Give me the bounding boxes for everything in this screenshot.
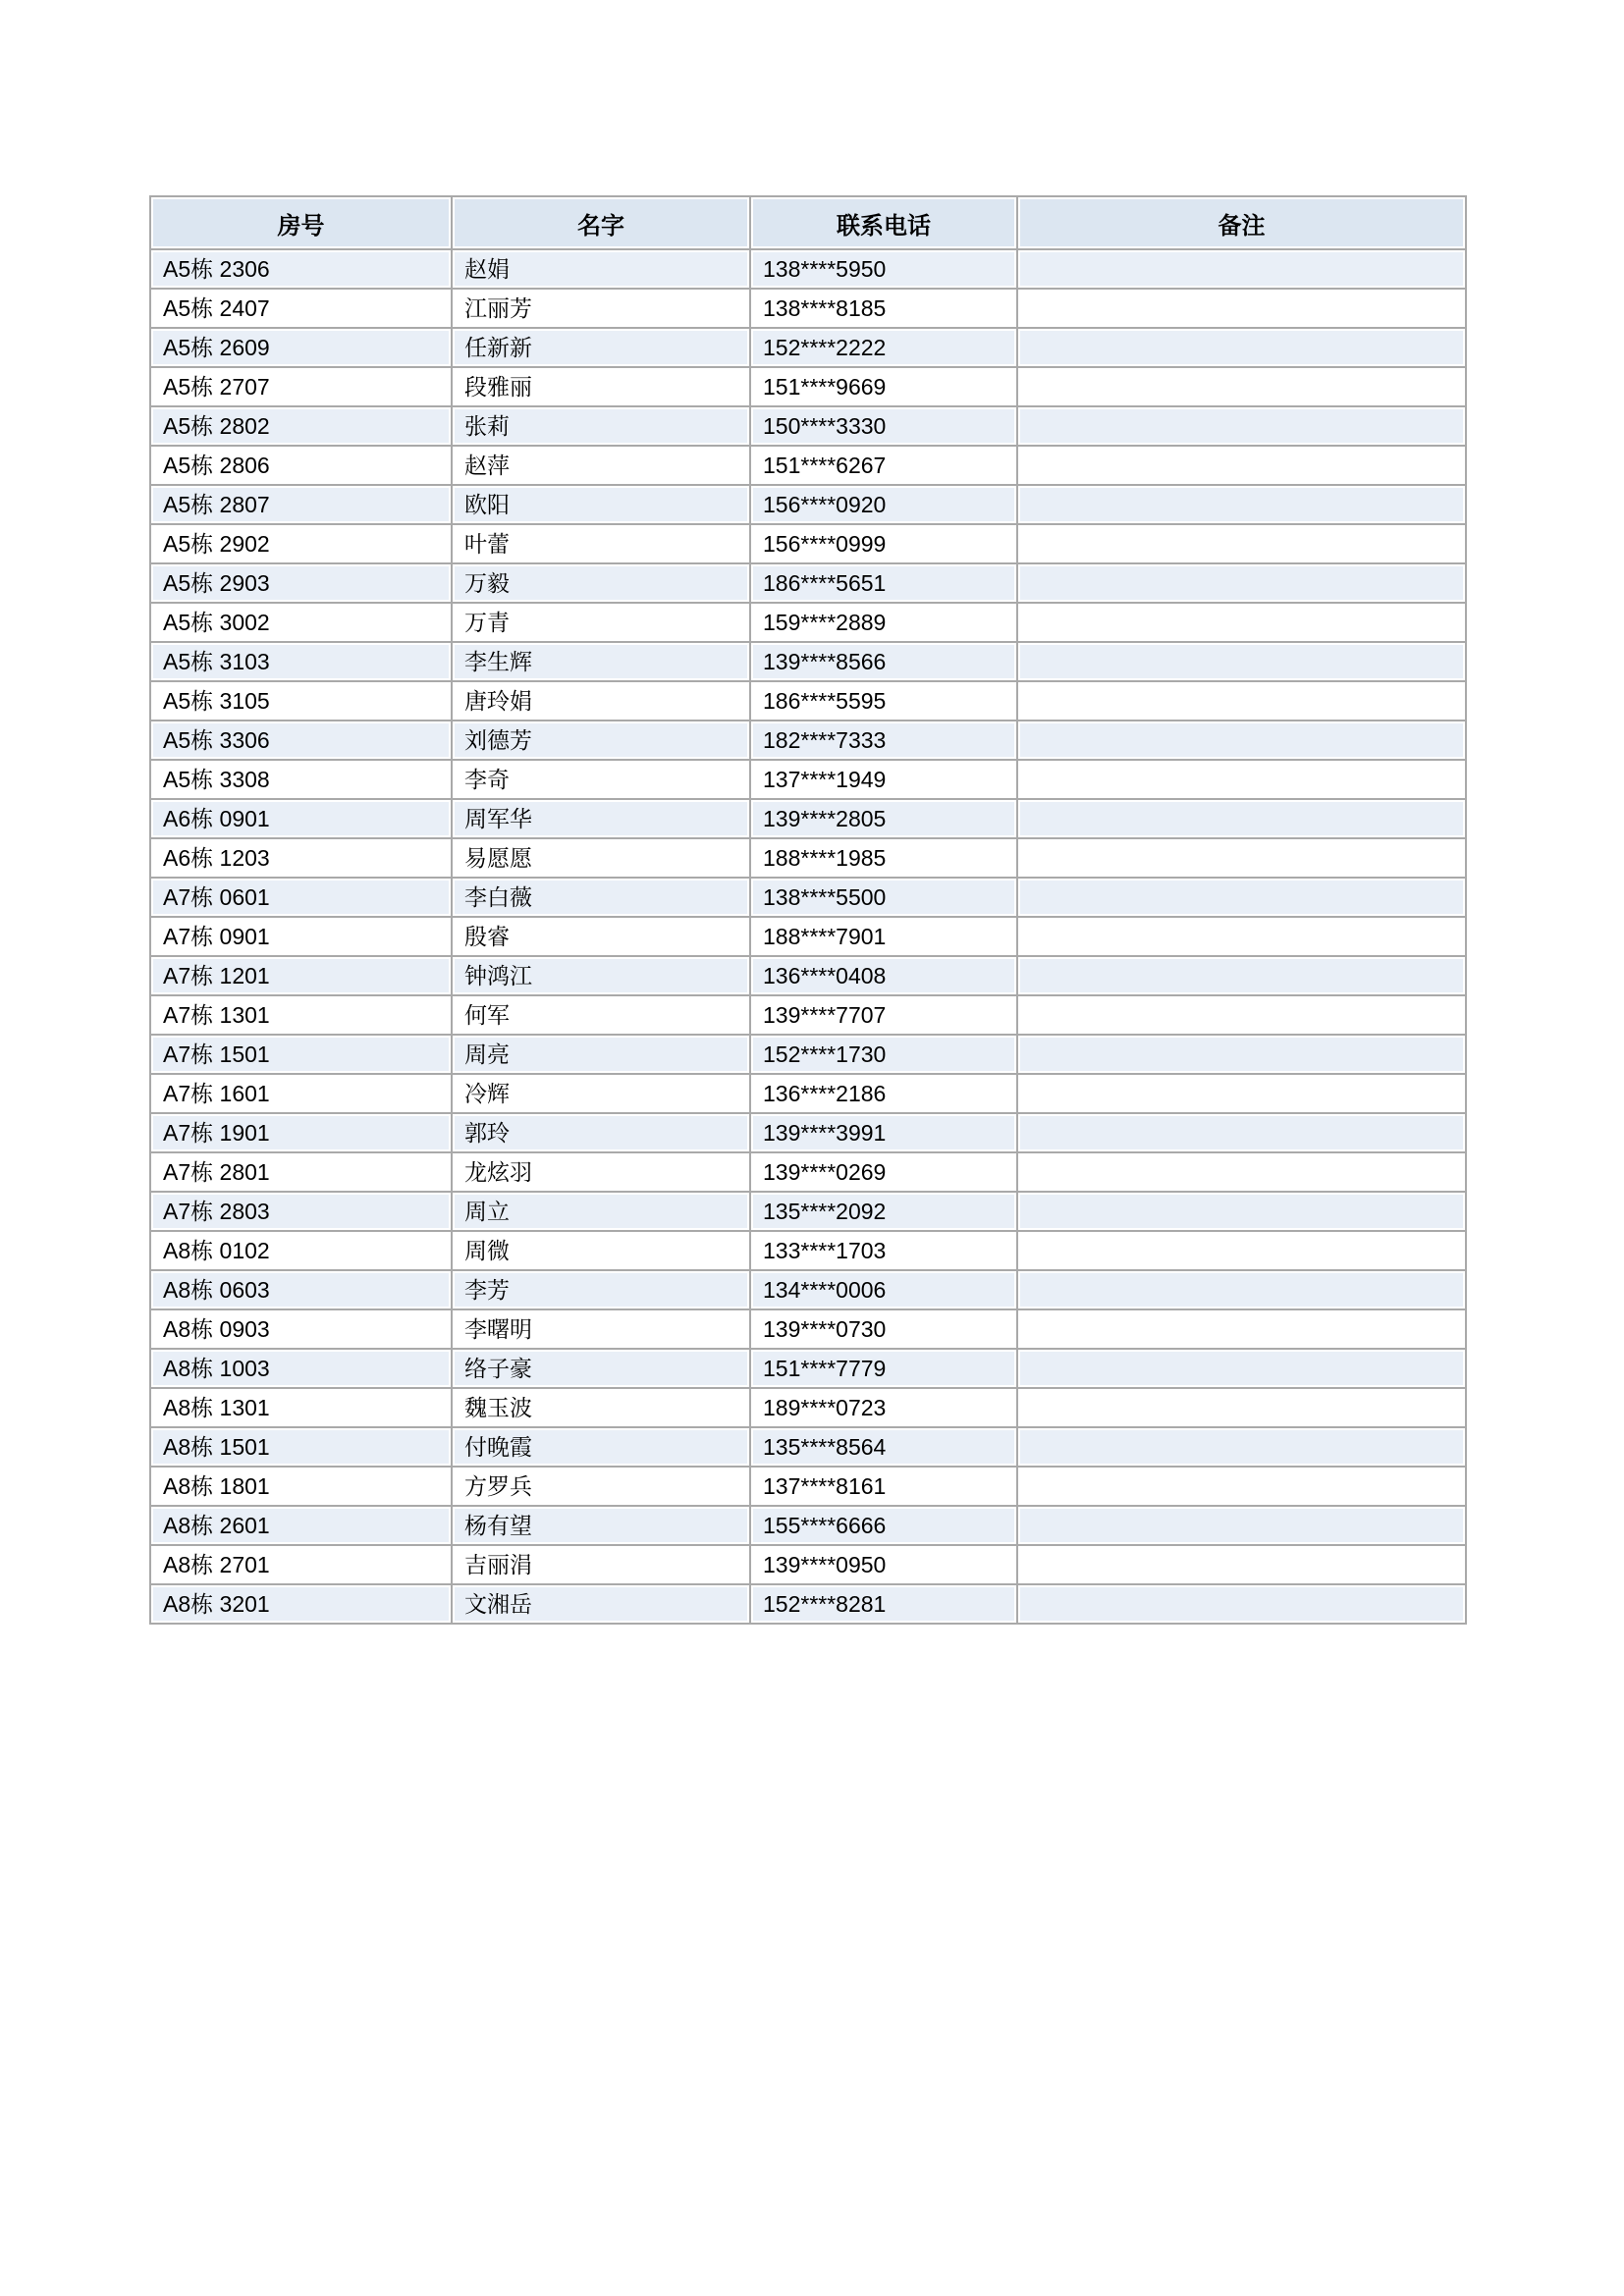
- cell-name: 杨有望: [453, 1507, 749, 1544]
- table-header: [151, 197, 1465, 248]
- cell-room: A6栋 1203: [151, 839, 451, 877]
- cell-room: A5栋 3002: [151, 604, 451, 641]
- cell-remark: [1018, 839, 1465, 877]
- cell-phone: 152****1730: [751, 1036, 1016, 1073]
- table-row: [151, 1389, 1465, 1426]
- cell-remark: [1018, 525, 1465, 562]
- cell-remark: [1018, 643, 1465, 680]
- cell-remark: [1018, 1350, 1465, 1387]
- column-header-phone: 联系电话: [751, 197, 1016, 248]
- cell-room: A5栋 2306: [151, 250, 451, 288]
- table-row: [151, 682, 1465, 720]
- cell-room: A7栋 1601: [151, 1075, 451, 1112]
- cell-phone: 138****5500: [751, 879, 1016, 916]
- cell-remark: [1018, 682, 1465, 720]
- cell-room: A8栋 1301: [151, 1389, 451, 1426]
- table-row: [151, 1546, 1465, 1583]
- cell-room: A5栋 2902: [151, 525, 451, 562]
- table-row: [151, 368, 1465, 405]
- table-row: [151, 1585, 1465, 1623]
- cell-room: A5栋 2407: [151, 290, 451, 327]
- cell-remark: [1018, 800, 1465, 837]
- cell-room: A7栋 1901: [151, 1114, 451, 1151]
- cell-name: 何军: [453, 996, 749, 1034]
- cell-remark: [1018, 486, 1465, 523]
- cell-room: A7栋 0601: [151, 879, 451, 916]
- table-row: [151, 800, 1465, 837]
- cell-remark: [1018, 1114, 1465, 1151]
- cell-room: A8栋 2601: [151, 1507, 451, 1544]
- cell-room: A8栋 0102: [151, 1232, 451, 1269]
- cell-phone: 189****0723: [751, 1389, 1016, 1426]
- cell-name: 龙炫羽: [453, 1153, 749, 1191]
- cell-phone: 134****0006: [751, 1271, 1016, 1308]
- table-row: [151, 1310, 1465, 1348]
- cell-name: 郭玲: [453, 1114, 749, 1151]
- table-row: [151, 1271, 1465, 1308]
- cell-phone: 188****1985: [751, 839, 1016, 877]
- cell-phone: 156****0999: [751, 525, 1016, 562]
- table-row: [151, 1075, 1465, 1112]
- cell-remark: [1018, 368, 1465, 405]
- cell-room: A5栋 2609: [151, 329, 451, 366]
- table-row: [151, 525, 1465, 562]
- cell-remark: [1018, 1310, 1465, 1348]
- cell-phone: 182****7333: [751, 721, 1016, 759]
- cell-remark: [1018, 407, 1465, 445]
- cell-name: 段雅丽: [453, 368, 749, 405]
- cell-remark: [1018, 918, 1465, 955]
- cell-name: 付晚霞: [453, 1428, 749, 1466]
- cell-phone: 139****0950: [751, 1546, 1016, 1583]
- cell-name: 周军华: [453, 800, 749, 837]
- cell-name: 赵萍: [453, 447, 749, 484]
- cell-room: A7栋 0901: [151, 918, 451, 955]
- cell-name: 万青: [453, 604, 749, 641]
- table-row: [151, 1114, 1465, 1151]
- cell-phone: 139****2805: [751, 800, 1016, 837]
- cell-remark: [1018, 761, 1465, 798]
- cell-room: A5栋 2802: [151, 407, 451, 445]
- cell-phone: 151****7779: [751, 1350, 1016, 1387]
- table-row: [151, 250, 1465, 288]
- cell-name: 络子豪: [453, 1350, 749, 1387]
- cell-phone: 139****3991: [751, 1114, 1016, 1151]
- cell-phone: 139****8566: [751, 643, 1016, 680]
- table-row: [151, 996, 1465, 1034]
- cell-name: 李生辉: [453, 643, 749, 680]
- cell-name: 周微: [453, 1232, 749, 1269]
- table-row: [151, 721, 1465, 759]
- cell-name: 吉丽涓: [453, 1546, 749, 1583]
- cell-phone: 139****0730: [751, 1310, 1016, 1348]
- cell-phone: 136****2186: [751, 1075, 1016, 1112]
- cell-phone: 159****2889: [751, 604, 1016, 641]
- table-row: [151, 1232, 1465, 1269]
- cell-room: A5栋 3103: [151, 643, 451, 680]
- table-row: [151, 1428, 1465, 1466]
- table-row: [151, 957, 1465, 994]
- cell-room: A5栋 2806: [151, 447, 451, 484]
- cell-room: A7栋 1301: [151, 996, 451, 1034]
- table-row: [151, 918, 1465, 955]
- cell-phone: 152****2222: [751, 329, 1016, 366]
- cell-remark: [1018, 604, 1465, 641]
- cell-name: 殷睿: [453, 918, 749, 955]
- cell-room: A6栋 0901: [151, 800, 451, 837]
- cell-phone: 150****3330: [751, 407, 1016, 445]
- table-row: [151, 447, 1465, 484]
- cell-remark: [1018, 1271, 1465, 1308]
- cell-name: 李芳: [453, 1271, 749, 1308]
- header-row: [151, 197, 1465, 248]
- cell-phone: 137****1949: [751, 761, 1016, 798]
- column-header-room: 房号: [151, 197, 451, 248]
- cell-room: A8栋 3201: [151, 1585, 451, 1623]
- table-row: [151, 564, 1465, 602]
- cell-name: 李奇: [453, 761, 749, 798]
- cell-name: 方罗兵: [453, 1468, 749, 1505]
- cell-room: A5栋 3105: [151, 682, 451, 720]
- cell-remark: [1018, 564, 1465, 602]
- cell-room: A8栋 2701: [151, 1546, 451, 1583]
- cell-name: 周亮: [453, 1036, 749, 1073]
- cell-remark: [1018, 329, 1465, 366]
- cell-phone: 188****7901: [751, 918, 1016, 955]
- cell-room: A8栋 1003: [151, 1350, 451, 1387]
- table-row: [151, 761, 1465, 798]
- cell-phone: 186****5595: [751, 682, 1016, 720]
- cell-name: 叶蕾: [453, 525, 749, 562]
- cell-phone: 137****8161: [751, 1468, 1016, 1505]
- cell-phone: 135****8564: [751, 1428, 1016, 1466]
- cell-remark: [1018, 290, 1465, 327]
- column-header-remark: 备注: [1018, 197, 1465, 248]
- cell-name: 任新新: [453, 329, 749, 366]
- cell-name: 魏玉波: [453, 1389, 749, 1426]
- cell-remark: [1018, 1428, 1465, 1466]
- cell-remark: [1018, 879, 1465, 916]
- cell-name: 万毅: [453, 564, 749, 602]
- cell-remark: [1018, 957, 1465, 994]
- cell-phone: 151****9669: [751, 368, 1016, 405]
- cell-room: A8栋 1801: [151, 1468, 451, 1505]
- cell-name: 张莉: [453, 407, 749, 445]
- cell-phone: 151****6267: [751, 447, 1016, 484]
- cell-room: A7栋 1501: [151, 1036, 451, 1073]
- table-row: [151, 329, 1465, 366]
- table-row: [151, 604, 1465, 641]
- table-row: [151, 1153, 1465, 1191]
- cell-remark: [1018, 1585, 1465, 1623]
- cell-name: 李曙明: [453, 1310, 749, 1348]
- cell-name: 文湘岳: [453, 1585, 749, 1623]
- table-row: [151, 407, 1465, 445]
- cell-name: 刘德芳: [453, 721, 749, 759]
- cell-name: 钟鸿江: [453, 957, 749, 994]
- table-row: [151, 1036, 1465, 1073]
- cell-remark: [1018, 996, 1465, 1034]
- table-body: [151, 250, 1465, 1623]
- cell-remark: [1018, 721, 1465, 759]
- cell-name: 欧阳: [453, 486, 749, 523]
- cell-room: A8栋 1501: [151, 1428, 451, 1466]
- column-header-name: 名字: [453, 197, 749, 248]
- cell-room: A5栋 2707: [151, 368, 451, 405]
- contact-table: [149, 195, 1467, 1625]
- cell-phone: 139****7707: [751, 996, 1016, 1034]
- cell-remark: [1018, 1153, 1465, 1191]
- table-row: [151, 1507, 1465, 1544]
- cell-room: A5栋 3306: [151, 721, 451, 759]
- cell-phone: 136****0408: [751, 957, 1016, 994]
- cell-room: A7栋 2803: [151, 1193, 451, 1230]
- cell-room: A5栋 2903: [151, 564, 451, 602]
- cell-name: 易愿愿: [453, 839, 749, 877]
- cell-room: A8栋 0903: [151, 1310, 451, 1348]
- cell-name: 江丽芳: [453, 290, 749, 327]
- cell-phone: 138****8185: [751, 290, 1016, 327]
- cell-room: A7栋 2801: [151, 1153, 451, 1191]
- table-row: [151, 290, 1465, 327]
- cell-name: 周立: [453, 1193, 749, 1230]
- cell-phone: 155****6666: [751, 1507, 1016, 1544]
- cell-remark: [1018, 1507, 1465, 1544]
- table-row: [151, 879, 1465, 916]
- table-row: [151, 486, 1465, 523]
- table-row: [151, 839, 1465, 877]
- cell-name: 冷辉: [453, 1075, 749, 1112]
- cell-remark: [1018, 447, 1465, 484]
- cell-remark: [1018, 250, 1465, 288]
- cell-remark: [1018, 1036, 1465, 1073]
- cell-room: A5栋 2807: [151, 486, 451, 523]
- cell-phone: 156****0920: [751, 486, 1016, 523]
- cell-phone: 135****2092: [751, 1193, 1016, 1230]
- cell-room: A8栋 0603: [151, 1271, 451, 1308]
- cell-remark: [1018, 1389, 1465, 1426]
- cell-remark: [1018, 1075, 1465, 1112]
- cell-room: A5栋 3308: [151, 761, 451, 798]
- table-row: [151, 1193, 1465, 1230]
- cell-name: 赵娟: [453, 250, 749, 288]
- cell-remark: [1018, 1193, 1465, 1230]
- table-row: [151, 1468, 1465, 1505]
- cell-room: A7栋 1201: [151, 957, 451, 994]
- cell-remark: [1018, 1546, 1465, 1583]
- cell-remark: [1018, 1232, 1465, 1269]
- table-row: [151, 643, 1465, 680]
- cell-phone: 138****5950: [751, 250, 1016, 288]
- cell-phone: 186****5651: [751, 564, 1016, 602]
- cell-phone: 152****8281: [751, 1585, 1016, 1623]
- cell-phone: 133****1703: [751, 1232, 1016, 1269]
- cell-remark: [1018, 1468, 1465, 1505]
- cell-name: 李白薇: [453, 879, 749, 916]
- cell-phone: 139****0269: [751, 1153, 1016, 1191]
- cell-name: 唐玲娟: [453, 682, 749, 720]
- table-row: [151, 1350, 1465, 1387]
